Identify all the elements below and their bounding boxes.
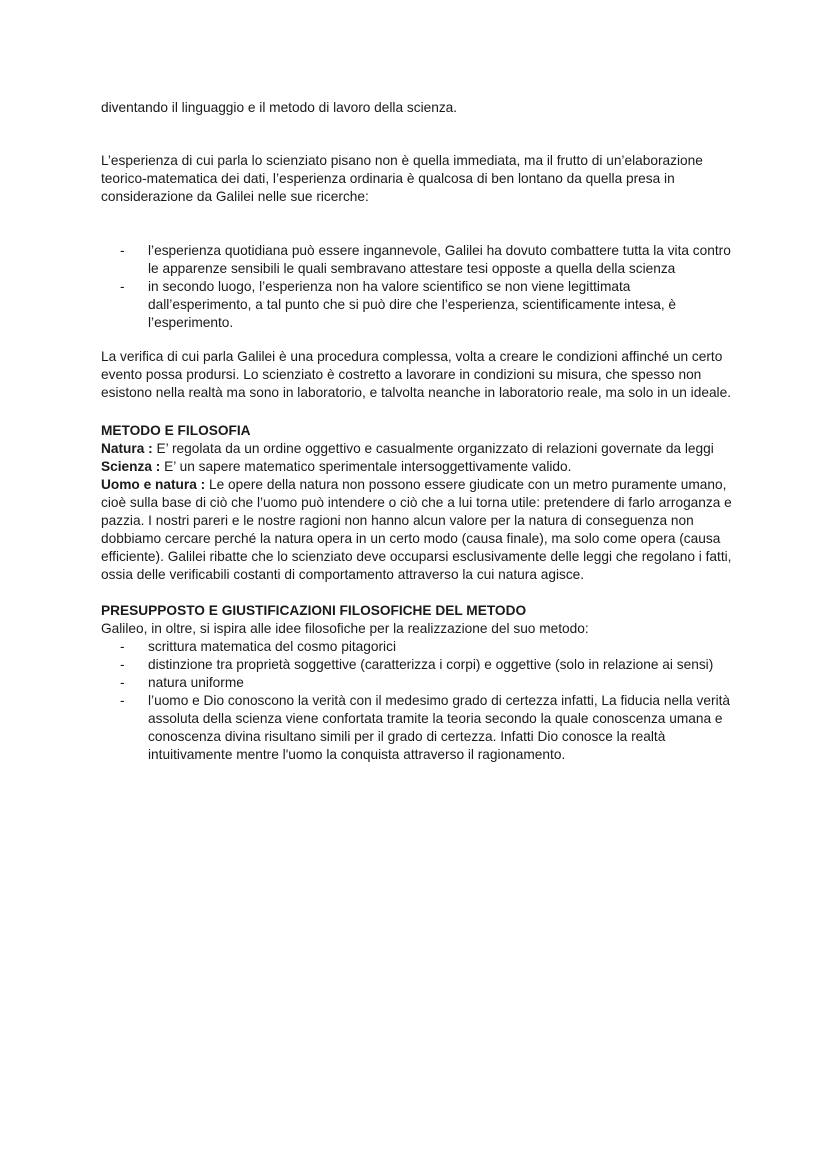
- list-item-text: scrittura matematica del cosmo pitagorici: [148, 639, 396, 654]
- definition-uomo-natura-text: Le opere della natura non possono essere giudicate con un metro puramente umano, cioè sulla base di ciò che l’uomo può intendere o ciò che a lui torna utile: pretendere di farlo arroganza e pazzia. I nostri pareri e le nostre ragioni non hanno alcun valore per la natura di conseguenza non dobbiamo cercare perché la natura opera in un certo modo (causa finale), ma solo come opera (causa efficiente). Galilei ribatte che lo scienziato deve occuparsi esclusivamente delle leggi che regolano i fatti, ossia delle verificabili costanti di comportamento attraverso la cui natura agisce.: [101, 477, 732, 582]
- definition-natura-text: E’ regolata da un ordine oggettivo e casualmente organizzato di relazioni governate da leggi: [152, 441, 714, 456]
- dash-bullet: -: [120, 639, 125, 654]
- list-item: [101, 242, 732, 278]
- dash-bullet: -: [120, 657, 125, 672]
- dash-bullet: -: [120, 243, 125, 258]
- list-item-text: in secondo luogo, l’esperienza non ha valore scientifico se non viene legittimata dall’esperimento, a tal punto che si può dire che l’esperienza, scientificamente intesa, è l’esperimento.: [148, 279, 677, 330]
- list-item-text: l’uomo e Dio conoscono la verità con il medesimo grado di certezza infatti, La fiducia nella verità assoluta della scienza viene confortata tramite la teoria secondo la quale conoscenza umana e conoscenza divina risultano simili per il grado di certezza. Infatti Dio conosce la realtà intuitivamente mentre l'uomo la conquista attraverso il ragionamento.: [148, 693, 731, 762]
- definition-natura: [101, 440, 732, 458]
- paragraph-galileo: Galileo, in oltre, si ispira alle idee filosofiche per la realizzazione del suo metodo:: [101, 621, 589, 636]
- list-item: [101, 656, 732, 674]
- heading-metodo-filosofia: METODO E FILOSOFIA: [101, 423, 251, 438]
- paragraph-esperienza: L’esperienza di cui parla lo scienziato pisano non è quella immediata, ma il frutto di un’elaborazione teorico-matematica dei dati, l’esperienza ordinaria è qualcosa di ben lontano da quella presa in considerazione da Galilei nelle sue ricerche:: [101, 153, 703, 204]
- list-item: [101, 278, 732, 332]
- list-item: [101, 638, 732, 656]
- paragraph-intro: diventando il linguaggio e il metodo di lavoro della scienza.: [101, 100, 458, 115]
- list-item-text: l’esperienza quotidiana può essere ingannevole, Galilei ha dovuto combattere tutta la vita contro le apparenze sensibili le quali sembravano attestare tesi opposte a quella della scienza: [148, 243, 731, 276]
- list-item: [101, 674, 732, 692]
- dash-bullet: -: [120, 693, 125, 708]
- definition-scienza: [101, 458, 732, 476]
- presupposti-list: [101, 638, 732, 764]
- definition-uomo-natura: [101, 476, 732, 584]
- list-item-text: natura uniforme: [148, 675, 244, 690]
- list-item: [101, 692, 732, 764]
- term-natura: Natura :: [101, 441, 153, 456]
- heading-presupposto: PRESUPPOSTO E GIUSTIFICAZIONI FILOSOFICHE DEL METODO: [101, 603, 527, 618]
- dash-bullet: -: [120, 279, 125, 294]
- list-item-text: distinzione tra proprietà soggettive (caratterizza i corpi) e oggettive (solo in relazione ai sensi): [148, 657, 714, 672]
- term-scienza: Scienza :: [101, 459, 161, 474]
- paragraph-verifica: La verifica di cui parla Galilei è una procedura complessa, volta a creare le condizioni affinché un certo evento possa prodursi. Lo scienziato è costretto a lavorare in condizioni su misura, che spesso non esistono nella realtà ma sono in laboratorio, e talvolta neanche in laboratorio reale, ma solo in un ideale.: [101, 349, 732, 400]
- definition-scienza-text: E’ un sapere matematico sperimentale intersoggettivamente valido.: [160, 459, 572, 474]
- dash-bullet: -: [120, 675, 125, 690]
- term-uomo-natura: Uomo e natura :: [101, 477, 206, 492]
- esperienza-list: [101, 242, 732, 332]
